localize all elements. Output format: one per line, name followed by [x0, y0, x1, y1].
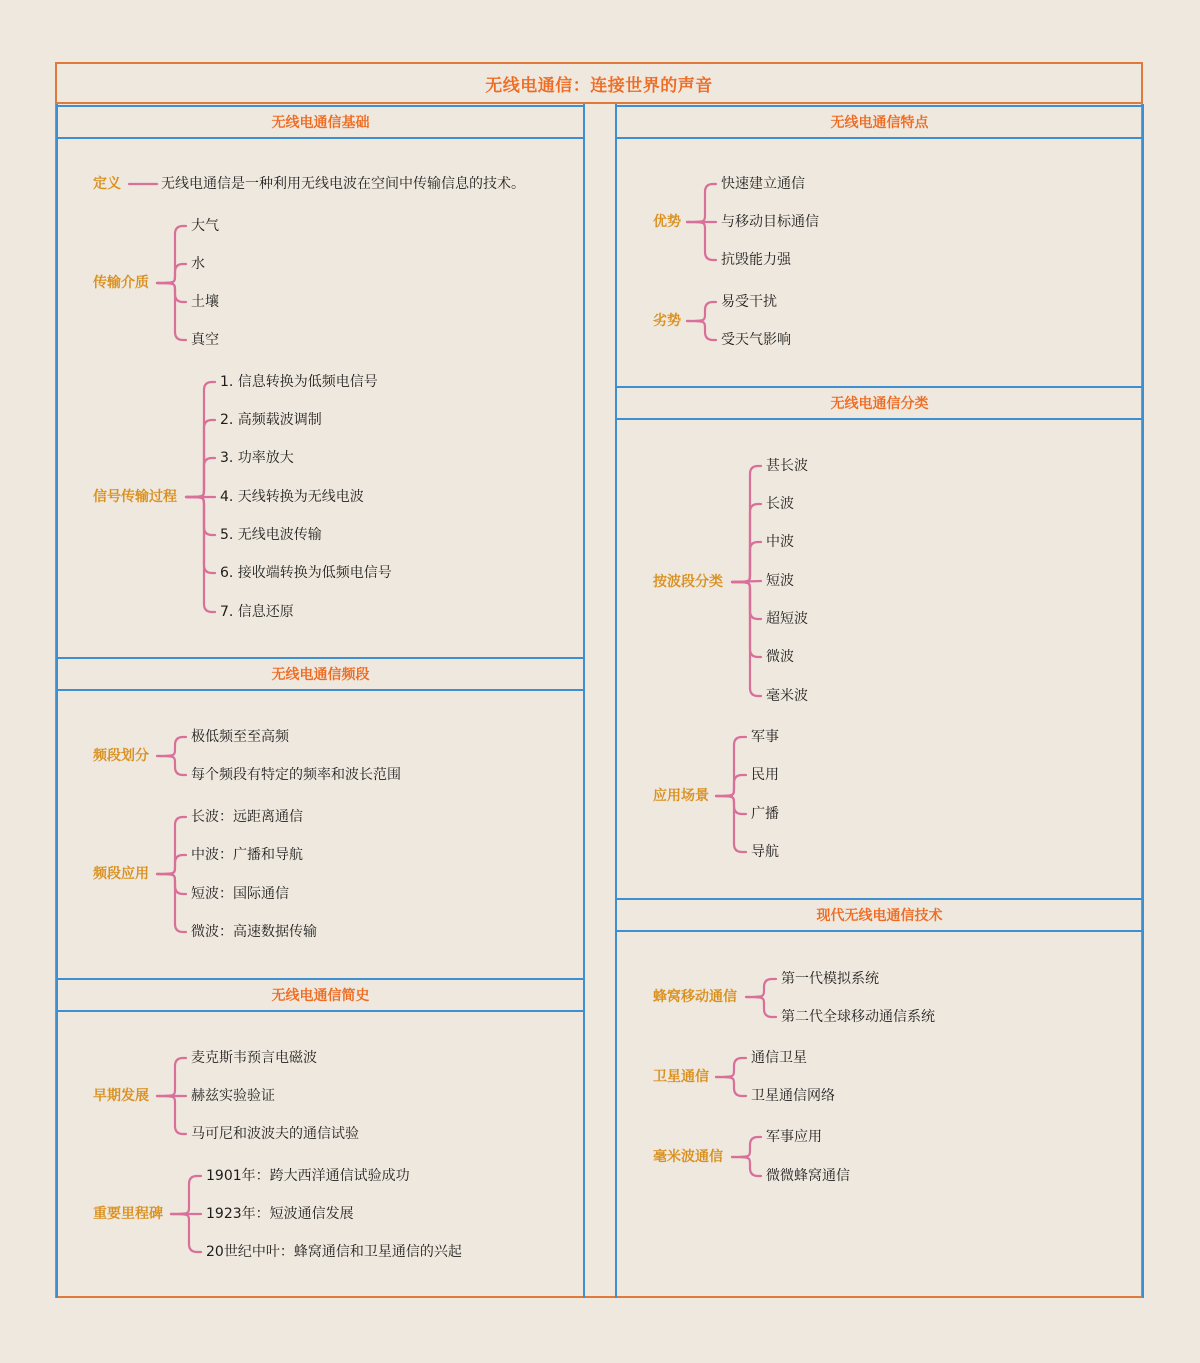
- satellite-item: 通信卫星: [751, 1050, 807, 1066]
- milestone-item: 20世纪中叶：蜂窝通信和卫星通信的兴起: [206, 1244, 462, 1260]
- band-division-item: 每个频段有特定的频率和波长范围: [191, 767, 401, 783]
- scenario-item: 军事: [751, 729, 779, 745]
- disadvantage-connector: [687, 302, 716, 321]
- section-header-basics: 无线电通信基础: [56, 105, 585, 139]
- node-early-development: 早期发展: [93, 1088, 149, 1104]
- scenario-item: 广播: [751, 806, 779, 822]
- section-header-history: 无线电通信简史: [56, 978, 585, 1012]
- process-connector: [186, 497, 215, 535]
- band-type-item: 短波: [766, 573, 794, 589]
- scenario-connector: [716, 796, 746, 852]
- process-step: 5. 无线电波传输: [220, 527, 322, 543]
- node-disadvantages: 劣势: [653, 313, 681, 329]
- mmwave-connector: [732, 1157, 761, 1176]
- advantage-item: 与移动目标通信: [721, 214, 819, 230]
- disadvantage-item: 易受干扰: [721, 294, 777, 310]
- mmwave-item: 军事应用: [766, 1129, 822, 1145]
- cellular-connector: [746, 979, 776, 997]
- node-band-application: 频段应用: [93, 866, 149, 882]
- medium-item: 大气: [191, 218, 219, 234]
- node-signal-process: 信号传输过程: [93, 489, 177, 505]
- band-division-connector: [157, 756, 186, 775]
- process-step: 1. 信息转换为低频电信号: [220, 374, 378, 390]
- band-application-connector: [157, 874, 186, 932]
- band-type-connector: [732, 542, 761, 582]
- band-type-item: 毫米波: [766, 688, 808, 704]
- band-application-item: 微波：高速数据传输: [191, 924, 317, 940]
- process-step: 2. 高频载波调制: [220, 412, 322, 428]
- scenario-connector: [716, 796, 746, 814]
- medium-item: 真空: [191, 332, 219, 348]
- medium-connector: [157, 283, 186, 302]
- band-type-item: 甚长波: [766, 458, 808, 474]
- process-step: 6. 接收端转换为低频电信号: [220, 565, 392, 581]
- satellite-connector: [716, 1058, 746, 1077]
- node-band-division: 频段划分: [93, 748, 149, 764]
- milestone-connector: [171, 1214, 201, 1252]
- section-header-classification: 无线电通信分类: [615, 386, 1144, 420]
- advantage-connector: [687, 184, 716, 222]
- node-transmission-medium: 传输介质: [93, 275, 149, 291]
- early-item: 麦克斯韦预言电磁波: [191, 1050, 317, 1066]
- milestone-connector: [171, 1176, 201, 1214]
- medium-connector: [157, 226, 186, 283]
- process-connector: [186, 382, 215, 497]
- early-item: 马可尼和波波夫的通信试验: [191, 1126, 359, 1142]
- process-connector: [186, 458, 215, 497]
- band-type-connector: [732, 582, 761, 696]
- band-division-connector: [157, 737, 186, 756]
- satellite-item: 卫星通信网络: [751, 1088, 835, 1104]
- node-milestones: 重要里程碑: [93, 1206, 163, 1222]
- medium-connector: [157, 264, 186, 283]
- node-cellular: 蜂窝移动通信: [653, 989, 737, 1005]
- advantage-connector: [687, 222, 716, 260]
- band-type-item: 中波: [766, 534, 794, 550]
- milestone-item: 1923年：短波通信发展: [206, 1206, 354, 1222]
- node-advantages: 优势: [653, 214, 681, 230]
- node-by-band: 按波段分类: [653, 574, 723, 590]
- node-satellite: 卫星通信: [653, 1069, 709, 1085]
- advantage-item: 抗毁能力强: [721, 252, 791, 268]
- process-step: 3. 功率放大: [220, 450, 294, 466]
- section-header-features: 无线电通信特点: [615, 105, 1144, 139]
- scenario-item: 导航: [751, 844, 779, 860]
- band-application-item: 长波：远距离通信: [191, 809, 303, 825]
- process-step: 4. 天线转换为无线电波: [220, 489, 364, 505]
- advantage-item: 快速建立通信: [721, 176, 805, 192]
- node-definition: 定义: [93, 176, 121, 192]
- mmwave-connector: [732, 1137, 761, 1157]
- section-header-bands: 无线电通信频段: [56, 657, 585, 691]
- section-header-modern: 现代无线电通信技术: [615, 898, 1144, 932]
- early-item: 赫兹实验验证: [191, 1088, 275, 1104]
- band-type-item: 微波: [766, 649, 794, 665]
- band-division-item: 极低频至至高频: [191, 729, 289, 745]
- band-type-item: 超短波: [766, 611, 808, 627]
- scenario-connector: [716, 737, 746, 796]
- scenario-connector: [716, 775, 746, 796]
- band-type-connector: [732, 466, 761, 582]
- medium-connector: [157, 283, 186, 340]
- band-type-connector: [732, 582, 761, 619]
- process-step: 7. 信息还原: [220, 604, 294, 620]
- disadvantage-connector: [687, 321, 716, 340]
- band-application-item: 短波：国际通信: [191, 886, 289, 902]
- band-type-item: 长波: [766, 496, 794, 512]
- early-connector: [157, 1096, 186, 1134]
- satellite-connector: [716, 1077, 746, 1096]
- definition-text: 无线电通信是一种利用无线电波在空间中传输信息的技术。: [161, 176, 525, 192]
- scenario-item: 民用: [751, 767, 779, 783]
- node-mmwave: 毫米波通信: [653, 1149, 723, 1165]
- band-application-item: 中波：广播和导航: [191, 847, 303, 863]
- milestone-item: 1901年：跨大西洋通信试验成功: [206, 1168, 410, 1184]
- page-title: 无线电通信：连接世界的声音: [55, 62, 1143, 104]
- medium-item: 土壤: [191, 294, 219, 310]
- medium-item: 水: [191, 256, 205, 272]
- early-connector: [157, 1058, 186, 1096]
- cellular-item: 第二代全球移动通信系统: [781, 1009, 935, 1025]
- disadvantage-item: 受天气影响: [721, 332, 791, 348]
- process-connector: [186, 497, 215, 612]
- cellular-item: 第一代模拟系统: [781, 971, 879, 987]
- mmwave-item: 微微蜂窝通信: [766, 1168, 850, 1184]
- band-application-connector: [157, 855, 186, 874]
- cellular-connector: [746, 997, 776, 1017]
- node-scenarios: 应用场景: [653, 788, 709, 804]
- band-application-connector: [157, 817, 186, 874]
- band-application-connector: [157, 874, 186, 894]
